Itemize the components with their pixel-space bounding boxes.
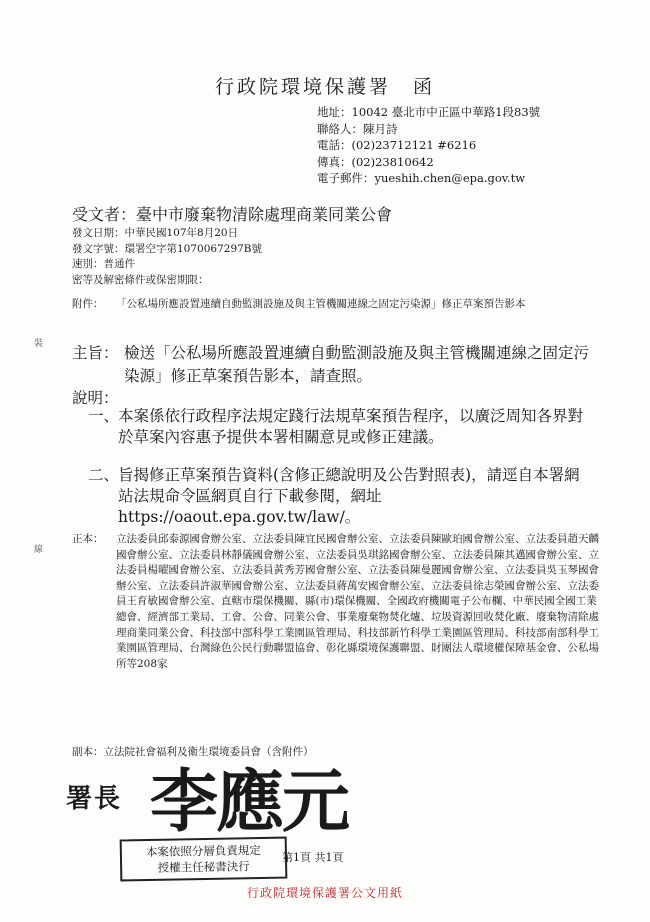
doc-number: 發文字號：環署空字第1070067297B號 [72, 242, 263, 255]
attachment-label: 附件： [72, 298, 104, 310]
subject [72, 342, 592, 388]
cc-recipients [72, 532, 602, 672]
stamp-line: 本案依照分層負責規定 [145, 842, 261, 860]
item-text: 旨揭修正草案預告資料(含修正總說明及公告對照表)，請逕自本署網站法規命令區網頁自行下載參閱，網址https://oaout.epa.gov.tw/law/。 [118, 466, 580, 526]
item-text: 本案係依行政程序法規定踐行法規草案預告程序，以廣泛周知各界對於草案內容惠予提供本署相關意見或修正建議。 [118, 407, 584, 446]
attachment-text: 「公私場所應設置連續自動監測設施及與主管機關連線之固定污染源」修正草案預告影本 [116, 298, 526, 310]
speed: 速別：普通件 [72, 258, 135, 270]
meta-block [72, 226, 262, 288]
explanation-item [88, 465, 588, 528]
item-number: 二、 [88, 466, 120, 484]
explanation-label: 說明： [72, 389, 119, 407]
delegation-stamp [120, 837, 288, 882]
cc-text: 立法委員邱泰源國會辦公室、立法委員陳宜民國會辦公室、立法委員陳歐珀國會辦公室、立法委員趙天麟國會辦公室、立法委員林靜儀國會辦公室、立法委員吳琪銘國會辦公室、立法委員陳其邁國會辦公室、立法委員楊曜國會辦公室、立法委員黃秀芳國會辦公室、立法委員陳曼麗國會辦公室、立法委員吳玉琴國會辦公室、立法委員許淑華國會辦公室、立法委員蔣萬安國會辦公室、立法委員徐志榮國會辦公室、立法委員王育敏國會辦公室、直轄市環保機關、縣(市)環保機關、全國政府機關電子公布欄、中華民國全國工業總會、經濟部工業局、工會、公會、同業公會、事業廢棄物焚化爐、垃圾資源回收焚化廠、廢棄物清除處理商業同業公會、科技部中部科學工業園區管理局、科技部新竹科學工業園區管理局、科技部南部科學工業園區管理局、台灣綠色公民行動聯盟協會、彰化縣環境保護聯盟、財團法人環境權保障基金會、公私場所等208家 [116, 533, 599, 670]
email: 電子郵件：yueshih.chen@epa.gov.tw [317, 171, 526, 185]
contact-person: 聯絡人：陳月詩 [317, 121, 398, 136]
explanation-item [88, 406, 588, 448]
margin-binding-mark: 裝 [34, 339, 44, 349]
issue-date: 發文日期：中華民國107年8月20日 [72, 227, 239, 239]
subject-text: 檢送「公私場所應設置連續自動監測設施及與主管機關連線之固定污染源」修正草案預告影本，請查照。 [124, 344, 590, 385]
security-level: 密等及解密條件或保密期限： [72, 273, 209, 286]
document-title: 行政院環境保護署 函 [214, 76, 435, 98]
phone: 電話：(02)23712121 #6216 [317, 138, 477, 152]
subject-label: 主旨： [72, 344, 119, 362]
address: 地址：10042 臺北市中正區中華路1段83號 [317, 105, 541, 119]
page-info: 第1頁 共1頁 [282, 851, 344, 864]
copy-recipient: 副本：立法院社會福利及衛生環境委員會（含附件） [72, 746, 314, 758]
item-number: 一、 [88, 407, 120, 425]
recipient: 受文者：臺中市廢棄物清除處理商業同業公會 [72, 205, 393, 224]
margin-line-mark: 線 [34, 545, 44, 555]
stamp-line: 授權主任秘書決行 [157, 859, 250, 875]
signature-name: 李應元 [150, 762, 349, 842]
cc-label: 正本： [72, 533, 104, 545]
attachment [72, 296, 592, 312]
contact-block [317, 104, 540, 187]
fax: 傳真：(02)23810642 [317, 154, 434, 169]
footer-stationery-label: 行政院環境保護署公文用紙 [246, 886, 403, 900]
signature-title: 署長 [66, 784, 123, 814]
